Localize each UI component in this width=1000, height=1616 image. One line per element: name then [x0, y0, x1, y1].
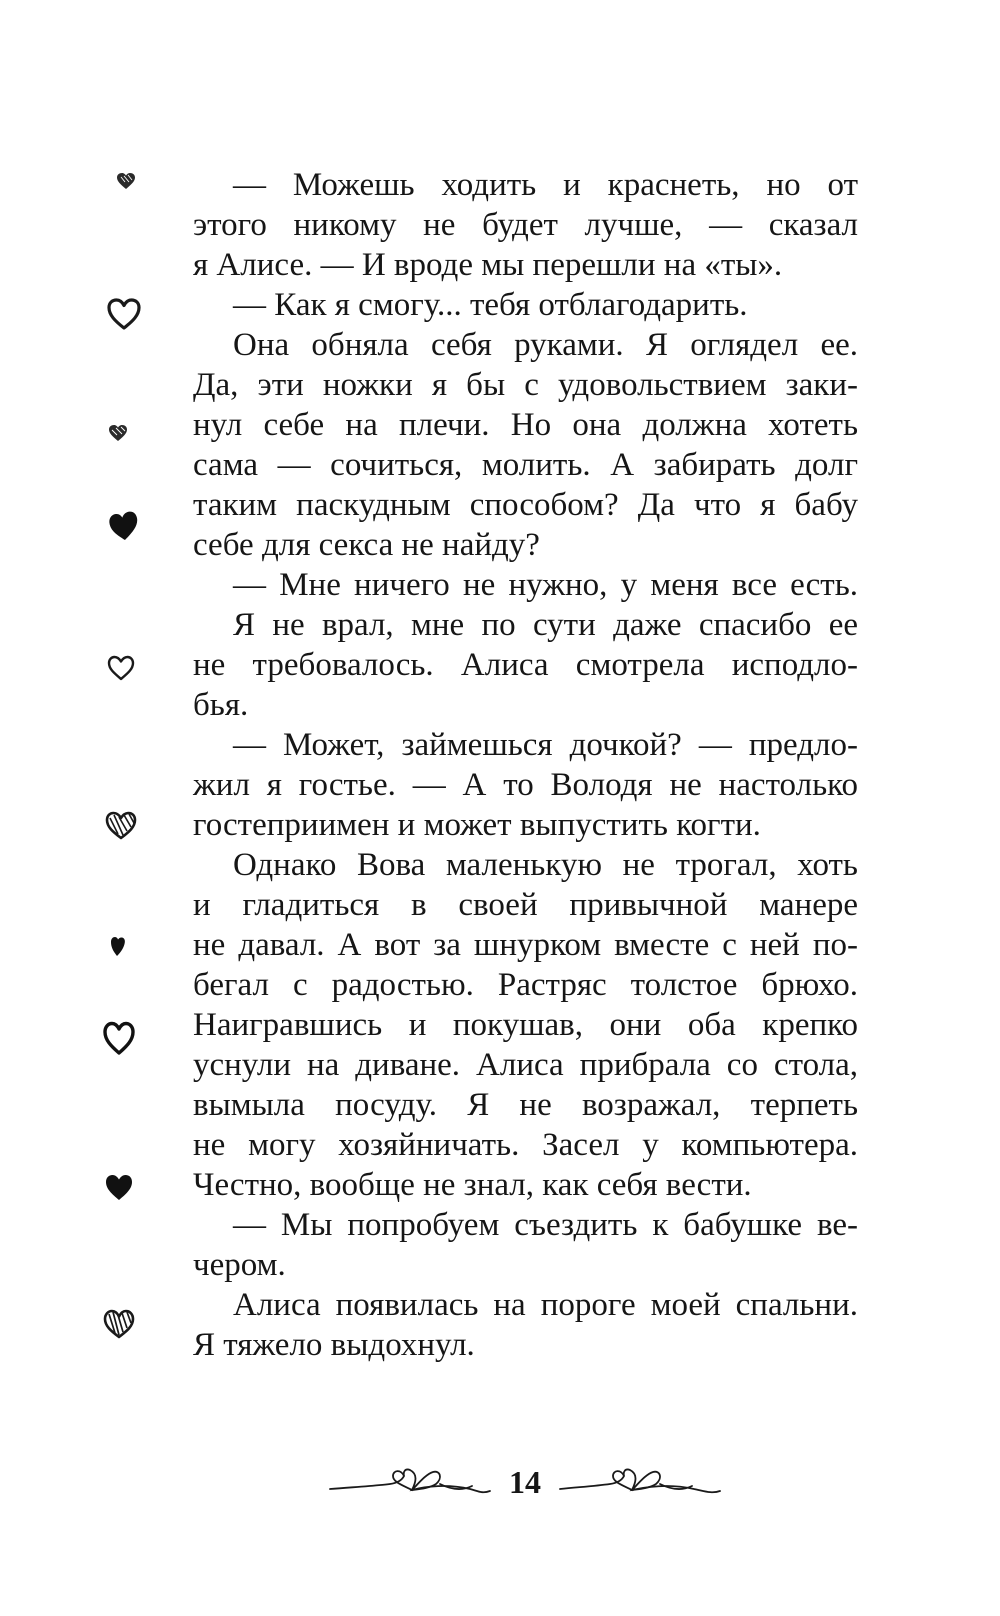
text-line: Наигравшись и покушав, они оба крепко	[193, 1007, 858, 1043]
text-line: — Мне ничего не нужно, у меня все есть.	[233, 567, 858, 603]
text-line: Да, эти ножки я бы с удовольствием заки-	[193, 367, 858, 403]
filled-heart-icon	[108, 510, 140, 542]
text-line: не требовалось. Алиса смотрела исподло-	[193, 647, 858, 683]
text-line: не могу хозяйничать. Засел у компьютера.	[193, 1127, 858, 1163]
small-filled-heart-icon	[116, 172, 136, 190]
page-number: 14	[509, 1464, 541, 1500]
text-line: сама — сочиться, молить. А забирать долг	[193, 447, 858, 483]
filled-heart-icon	[104, 1172, 134, 1202]
text-line: Однако Вова маленькую не трогал, хоть	[233, 847, 858, 883]
hatched-heart-icon	[104, 810, 138, 840]
text-line: Она обняла себя руками. Я оглядел ее.	[233, 327, 858, 363]
small-filled-heart-icon	[108, 424, 128, 442]
text-line: Я не врал, мне по сути даже спасибо ее	[233, 607, 858, 643]
text-line: нул себе на плечи. Но она должна хотеть	[193, 407, 858, 443]
text-line: уснули на диване. Алиса прибрала со стола,	[193, 1047, 858, 1083]
text-line: себе для секса не найду?	[193, 527, 540, 563]
text-line: — Как я смогу... тебя отблагодарить.	[233, 287, 748, 323]
text-line: этого никому не будет лучше, — сказал	[193, 207, 858, 243]
right-swirl-hearts-icon	[560, 1469, 720, 1492]
text-line: — Мы попробуем съездить к бабушке ве-	[233, 1207, 858, 1243]
small-filled-heart-icon	[109, 935, 127, 957]
hatched-heart-icon	[102, 1308, 136, 1340]
left-swirl-hearts-icon	[330, 1469, 490, 1492]
text-line: и гладиться в своей привычной манере	[193, 887, 858, 923]
text-line: гостеприимен и может выпустить когти.	[193, 807, 761, 843]
text-line: вымыла посуду. Я не возражал, терпеть	[193, 1087, 858, 1123]
text-line: таким паскудным способом? Да что я бабу	[193, 487, 858, 523]
outline-heart-icon	[106, 297, 142, 331]
text-line: жил я гостье. — А то Володя не настолько	[193, 767, 858, 803]
outline-heart-icon	[106, 654, 136, 682]
text-line: чером.	[193, 1247, 286, 1283]
text-line: Я тяжело выдохнул.	[193, 1327, 475, 1363]
text-line: Алиса появилась на пороге моей спальни.	[233, 1287, 858, 1323]
outline-heart-icon	[102, 1020, 136, 1056]
text-line: я Алисе. — И вроде мы перешли на «ты».	[193, 247, 783, 283]
text-line: — Может, займешься дочкой? — предло-	[233, 727, 858, 763]
text-line: бья.	[193, 687, 249, 723]
text-line: бегал с радостью. Растряс толстое брюхо.	[193, 967, 858, 1003]
text-line: Честно, вообще не знал, как себя вести.	[193, 1167, 752, 1203]
text-line: — Можешь ходить и краснеть, но от	[233, 167, 858, 203]
text-line: не давал. А вот за шнурком вместе с ней по-	[193, 927, 858, 963]
